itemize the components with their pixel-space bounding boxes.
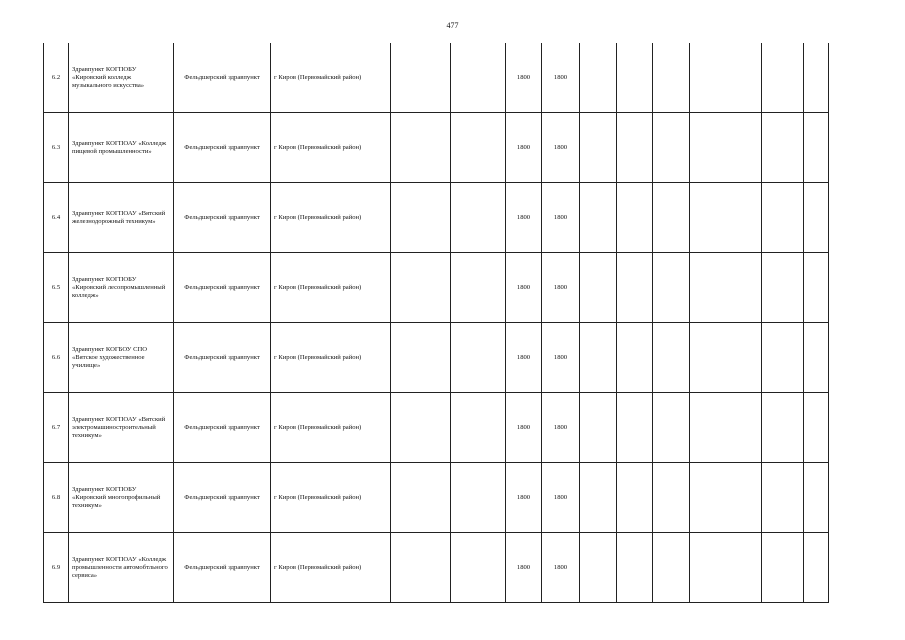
empty-cell	[653, 253, 690, 323]
facility-location: г Киров (Первомайский район)	[271, 113, 391, 183]
table-row	[44, 463, 829, 533]
empty-cell	[804, 183, 829, 253]
empty-cell	[391, 323, 451, 393]
value-cell-1: 1800	[506, 323, 542, 393]
empty-cell	[653, 463, 690, 533]
facility-location: г Киров (Первомайский район)	[271, 533, 391, 603]
table-row	[44, 393, 829, 463]
empty-cell	[804, 393, 829, 463]
value-cell-1: 1800	[506, 183, 542, 253]
empty-cell	[391, 43, 451, 113]
empty-cell	[451, 463, 506, 533]
empty-cell	[690, 183, 762, 253]
empty-cell	[804, 533, 829, 603]
facility-name: Здравпункт КОГБОУ СПО «Вятское художественное училище»	[69, 323, 174, 393]
row-number: 6.6	[44, 323, 69, 393]
empty-cell	[580, 43, 617, 113]
facility-type: Фельдшерский здравпункт	[174, 113, 271, 183]
empty-cell	[690, 43, 762, 113]
empty-cell	[762, 393, 804, 463]
empty-cell	[451, 533, 506, 603]
empty-cell	[451, 183, 506, 253]
empty-cell	[451, 43, 506, 113]
table-row	[44, 533, 829, 603]
empty-cell	[617, 393, 653, 463]
empty-cell	[391, 533, 451, 603]
empty-cell	[451, 323, 506, 393]
empty-cell	[391, 183, 451, 253]
empty-cell	[580, 183, 617, 253]
facility-type: Фельдшерский здравпункт	[174, 533, 271, 603]
value-cell-2: 1800	[542, 113, 580, 183]
empty-cell	[762, 253, 804, 323]
facility-location: г Киров (Первомайский район)	[271, 463, 391, 533]
empty-cell	[391, 463, 451, 533]
table-row	[44, 183, 829, 253]
value-cell-1: 1800	[506, 253, 542, 323]
empty-cell	[762, 183, 804, 253]
value-cell-2: 1800	[542, 43, 580, 113]
empty-cell	[617, 323, 653, 393]
empty-cell	[617, 183, 653, 253]
row-number: 6.9	[44, 533, 69, 603]
facility-location: г Киров (Первомайский район)	[271, 43, 391, 113]
empty-cell	[653, 183, 690, 253]
empty-cell	[391, 393, 451, 463]
empty-cell	[391, 113, 451, 183]
empty-cell	[580, 393, 617, 463]
empty-cell	[580, 533, 617, 603]
empty-cell	[762, 43, 804, 113]
empty-cell	[617, 463, 653, 533]
facility-location: г Киров (Первомайский район)	[271, 183, 391, 253]
empty-cell	[690, 323, 762, 393]
value-cell-1: 1800	[506, 533, 542, 603]
empty-cell	[451, 393, 506, 463]
facility-name: Здравпункт КОГПОБУ «Кировский лесопромышленный колледж»	[69, 253, 174, 323]
facility-name: Здравпункт КОГПОАУ «Колледж пищевой промышленности»	[69, 113, 174, 183]
empty-cell	[653, 113, 690, 183]
facility-name: Здравпункт КОГПОАУ «Вятский железнодорожный техникум»	[69, 183, 174, 253]
empty-cell	[580, 253, 617, 323]
empty-cell	[580, 323, 617, 393]
facility-name: Здравпункт КОГПОБУ «Кировский колледж музыкального искусства»	[69, 43, 174, 113]
value-cell-2: 1800	[542, 323, 580, 393]
table-row	[44, 323, 829, 393]
row-number: 6.2	[44, 43, 69, 113]
facility-location: г Киров (Первомайский район)	[271, 393, 391, 463]
facility-name: Здравпункт КОГПОАУ «Вятский электромашиностроительный техникум»	[69, 393, 174, 463]
value-cell-1: 1800	[506, 463, 542, 533]
facility-name: Здравпункт КОГПОАУ «Колледж промышленности автомобтльного сервиса»	[69, 533, 174, 603]
table-row	[44, 113, 829, 183]
empty-cell	[580, 463, 617, 533]
facility-type: Фельдшерский здравпункт	[174, 253, 271, 323]
table-row	[44, 253, 829, 323]
value-cell-2: 1800	[542, 533, 580, 603]
empty-cell	[690, 533, 762, 603]
empty-cell	[804, 253, 829, 323]
empty-cell	[617, 113, 653, 183]
empty-cell	[762, 463, 804, 533]
value-cell-1: 1800	[506, 113, 542, 183]
value-cell-2: 1800	[542, 463, 580, 533]
facility-type: Фельдшерский здравпункт	[174, 463, 271, 533]
facility-type: Фельдшерский здравпункт	[174, 43, 271, 113]
facility-type: Фельдшерский здравпункт	[174, 183, 271, 253]
empty-cell	[451, 253, 506, 323]
facility-type: Фельдшерский здравпункт	[174, 393, 271, 463]
value-cell-2: 1800	[542, 393, 580, 463]
value-cell-2: 1800	[542, 253, 580, 323]
facility-location: г Киров (Первомайский район)	[271, 323, 391, 393]
value-cell-1: 1800	[506, 43, 542, 113]
row-number: 6.3	[44, 113, 69, 183]
row-number: 6.5	[44, 253, 69, 323]
empty-cell	[762, 323, 804, 393]
empty-cell	[653, 533, 690, 603]
row-number: 6.4	[44, 183, 69, 253]
row-number: 6.8	[44, 463, 69, 533]
page-number: 477	[446, 21, 459, 30]
empty-cell	[804, 463, 829, 533]
empty-cell	[804, 323, 829, 393]
empty-cell	[653, 393, 690, 463]
value-cell-1: 1800	[506, 393, 542, 463]
empty-cell	[690, 463, 762, 533]
value-cell-2: 1800	[542, 183, 580, 253]
table-body	[44, 43, 829, 603]
facility-name: Здравпункт КОГПОБУ «Кировский многопрофильный техникум»	[69, 463, 174, 533]
empty-cell	[804, 43, 829, 113]
table-row	[44, 43, 829, 113]
empty-cell	[762, 113, 804, 183]
empty-cell	[617, 533, 653, 603]
empty-cell	[804, 113, 829, 183]
empty-cell	[690, 393, 762, 463]
empty-cell	[762, 533, 804, 603]
empty-cell	[653, 323, 690, 393]
facility-type: Фельдшерский здравпункт	[174, 323, 271, 393]
empty-cell	[451, 113, 506, 183]
facility-location: г Киров (Первомайский район)	[271, 253, 391, 323]
row-number: 6.7	[44, 393, 69, 463]
empty-cell	[617, 253, 653, 323]
empty-cell	[580, 113, 617, 183]
empty-cell	[690, 253, 762, 323]
empty-cell	[391, 253, 451, 323]
empty-cell	[617, 43, 653, 113]
empty-cell	[653, 43, 690, 113]
facilities-table	[43, 43, 829, 603]
empty-cell	[690, 113, 762, 183]
